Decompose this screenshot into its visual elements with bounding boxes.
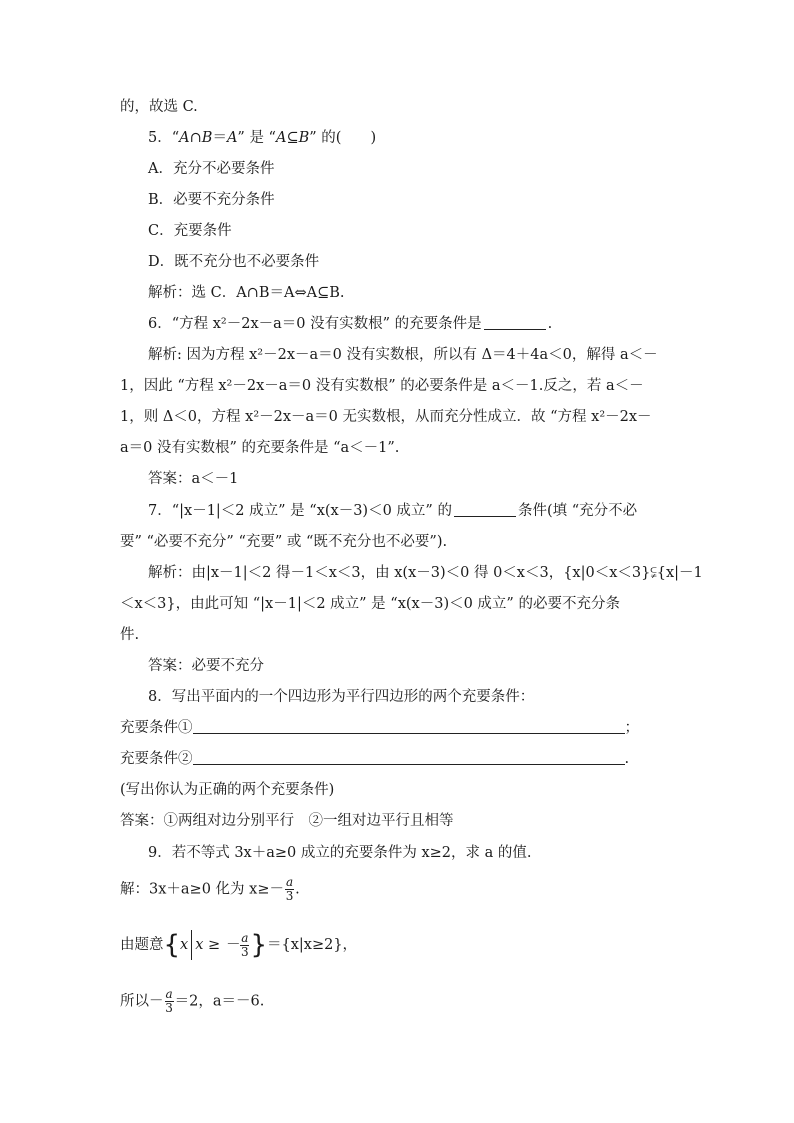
q9-solution-line-1: 解：3x＋a≥0 化为 x≥－ $\frac{a}{3}$ . — [120, 875, 300, 903]
q7-answer-blank — [454, 502, 516, 517]
q7-answer: 答案：必要不充分 — [148, 658, 264, 674]
q4-conclusion: 的，故选 C. — [120, 99, 198, 115]
q9-solution-line-3: 所以－ $\frac{a}{3}$ ＝2，a＝－6. — [120, 987, 265, 1015]
left-brace: { — [163, 930, 181, 960]
q6-answer: 答案：a＜－1 — [148, 471, 239, 487]
q9-stem: 9．若不等式 3x＋a≥0 成立的充要条件为 x≥2，求 a 的值. — [148, 845, 532, 861]
q5-analysis: 解析：选 C．A∩B＝A⇔A⊆B. — [148, 285, 345, 301]
q7-analysis-line-1: 解析：由|x－1|＜2 得－1＜x＜3，由 x(x－3)＜0 得 0＜x＜3，{x|0＜x＜3}⫋{x|－1 — [148, 565, 703, 581]
q8-stem: 8．写出平面内的一个四边形为平行四边形的两个充要条件： — [148, 689, 535, 705]
q5-option-d: D．既不充分也不必要条件 — [148, 254, 320, 270]
q8-condition-1-blank — [193, 719, 625, 734]
fraction-a-over-3: $\frac{a}{3}$ — [165, 987, 173, 1015]
q6-analysis-line-3: 1，则 Δ＜0，方程 x²－2x－a＝0 无实数根，从而充分性成立．故 “方程 x²－2x－ — [120, 409, 652, 425]
q5-option-a: A．充分不必要条件 — [148, 161, 275, 177]
q8-answer: 答案：①两组对边分别平行 ②一组对边平行且相等 — [120, 813, 454, 829]
fraction-a-over-3: $\frac{a}{3}$ — [241, 930, 249, 959]
q7-analysis-line-2: ＜x＜3}，由此可知 “|x－1|＜2 成立” 是 “x(x－3)＜0 成立” 的必要不充分条 — [120, 596, 620, 612]
q8-condition-2: 充要条件② . — [120, 751, 630, 767]
q8-hint: (写出你认为正确的两个充要条件) — [120, 782, 335, 798]
q9-solution-line-2: 由题意{x x ≥ － $\frac{a}{3}$ }＝{x|x≥2}， — [120, 930, 358, 960]
q8-condition-2-blank — [193, 750, 625, 765]
q5-option-c: C．充要条件 — [148, 223, 232, 239]
right-brace: } — [250, 930, 267, 960]
q6-answer-blank — [484, 315, 546, 330]
q6-analysis-line-4: a＝0 没有实数根” 的充要条件是 “a＜－1”. — [120, 440, 400, 456]
q7-stem-line-1: 7．“|x－1|＜2 成立” 是 “x(x－3)＜0 成立” 的 条件(填 “充分不必 — [148, 503, 638, 519]
q8-condition-1: 充要条件① ； — [120, 720, 639, 736]
q6-analysis-line-2: 1，因此 “方程 x²－2x－a＝0 没有实数根” 的必要条件是 a＜－1.反之，若 a＜－ — [120, 378, 644, 394]
q6-analysis-line-1: 解析: 因为方程 x²－2x－a＝0 没有实数根，所以有 Δ＝4＋4a＜0，解得 a＜－ — [148, 347, 658, 363]
q6-stem: 6．“方程 x²－2x－a＝0 没有实数根” 的充要条件是 . — [148, 316, 553, 332]
q7-stem-line-2: 要” “必要不充分” “充要” 或 “既不充分也不必要”). — [120, 534, 448, 550]
q7-analysis-line-3: 件. — [120, 627, 140, 643]
q5-option-b: B．必要不充分条件 — [148, 192, 275, 208]
fraction-a-over-3: $\frac{a}{3}$ — [285, 875, 294, 903]
set-divider — [191, 930, 192, 960]
q5-stem: 5．“A∩B＝A” 是 “A⊆B” 的( ) — [148, 130, 377, 146]
